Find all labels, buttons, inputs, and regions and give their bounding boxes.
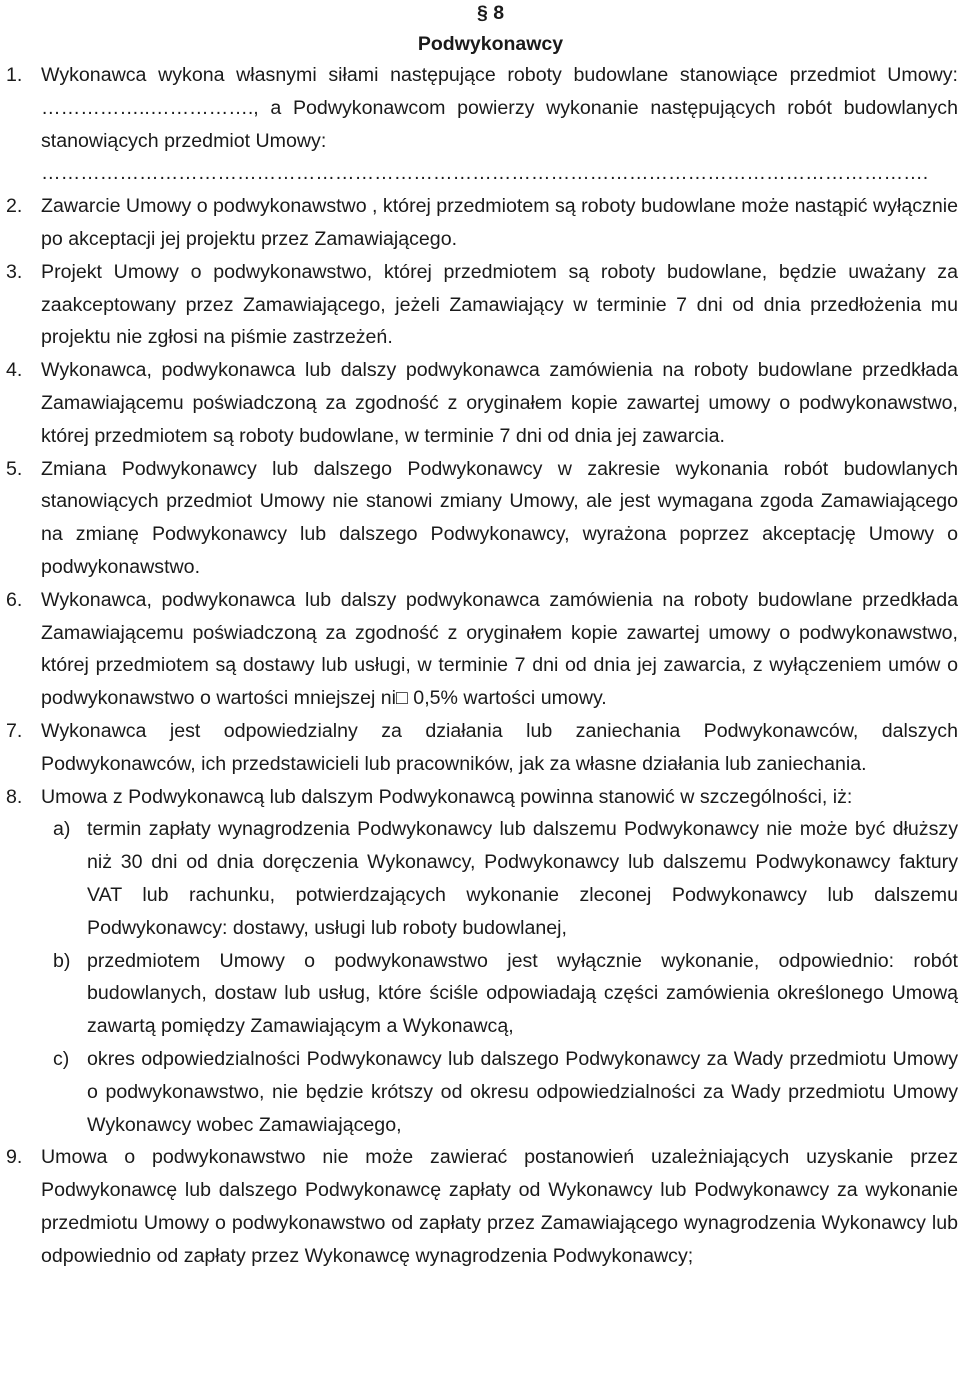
clause-text: Wykonawca wykona własnymi siłami następujące roboty budowlane stanowiące przedmiot Umowy: ……………..……………., a Podwykonawcom powierzy wykonanie następujących robót budowlanych stanowiących przedmiot Umowy: — [41, 64, 958, 152]
clause-number: 2. — [6, 195, 23, 218]
clause-6 — [6, 584, 960, 715]
clause-text: Projekt Umowy o podwykonawstwo, której przedmiotem są roboty budowlane, będzie uważany za zaakceptowany przez Zamawiającego, jeżeli Zamawiający w terminie 7 dni od dnia przedłożenia mu projektu nie zgłosi na piśmie zastrzeżeń. — [41, 260, 958, 349]
clause-number: 3. — [6, 260, 23, 283]
clause-number: 7. — [6, 719, 23, 742]
clause-text: Wykonawca, podwykonawca lub dalszy podwykonawca zamówienia na roboty budowlane przedkłada Zamawiającemu poświadczoną za zgodność z oryginałem kopie zawartej umowy o podwykonawstwo, której przedmiotem są roboty budowlane, w terminie 7 dni od dnia jej zawarcia. — [41, 359, 958, 447]
clause-text: Wykonawca jest odpowiedzialny za działania lub zaniechania Podwykonawców, dalszych Podwykonawców, ich przedstawicieli lub pracowników, jak za własne działania lub zaniechania. — [41, 719, 958, 775]
clause-2 — [6, 190, 960, 256]
clause-number: 4. — [6, 359, 23, 382]
clause-number: 5. — [6, 457, 23, 480]
section-number: § 8 — [476, 2, 505, 24]
clause-number: 9. — [6, 1146, 23, 1169]
subclause-letter: a) — [53, 818, 71, 841]
clause-9 — [6, 1141, 960, 1272]
clause-3 — [6, 256, 960, 354]
clause-1 — [6, 59, 960, 190]
subclause-letter: b) — [53, 949, 71, 972]
clause-text: Umowa z Podwykonawcą lub dalszym Podwykonawcą powinna stanowić w szczególności, iż: — [41, 785, 853, 808]
clause-number: 6. — [6, 588, 23, 611]
clause-4 — [6, 354, 960, 452]
clause-text: Umowa o podwykonawstwo nie może zawierać postanowień uzależniających uzyskanie przez Podwykonawcę lub dalszego Podwykonawcę zapłaty od Wykonawcy lub Podwykonawcy za wykonanie przedmiotu Umowy o podwykonawstwo od zapłaty przez Zamawiającego wynagrodzenia Wykonawcy lub odpowiednio od zapłaty przez Wykonawcę wynagrodzenia Podwykonawcy; — [41, 1146, 958, 1267]
clause-number: 1. — [6, 64, 23, 86]
clause-8 — [6, 781, 960, 1142]
subclause-c — [41, 1043, 958, 1141]
subclause-list — [41, 813, 958, 1141]
clause-7 — [6, 715, 960, 781]
subclause-text: przedmiotem Umowy o podwykonawstwo jest wyłącznie wykonanie, odpowiednio: robót budowlanych, dostaw lub usług, które ściśle odpowiadają części zamówienia określonego Umową zawartą pomiędzy Zamawiającym a Wykonawcą, — [87, 949, 958, 1038]
subclause-text: termin zapłaty wynagrodzenia Podwykonawcy lub dalszemu Podwykonawcy nie może być dłuższy niż 30 dni od dnia doręczenia Wykonawcy, Podwykonawcy lub dalszemu Podwykonawcy faktury VAT lub rachunku, potwierdzających wykonanie zleconej Podwykonawcy lub dalszemu Podwykonawcy: dostawy, usługi lub roboty budowlanej, — [87, 818, 958, 939]
subclause-a — [41, 813, 958, 944]
clause-number: 8. — [6, 785, 23, 808]
clause-list — [6, 59, 960, 1272]
blank-fill-line: ………………………………………………………………………………………………………………………. — [41, 162, 929, 185]
section-title: Podwykonawcy — [417, 33, 564, 55]
clause-5 — [6, 453, 960, 584]
section-heading — [21, 0, 960, 59]
subclause-b — [41, 945, 958, 1043]
subclause-text: okres odpowiedzialności Podwykonawcy lub dalszego Podwykonawcy za Wady przedmiotu Umowy o podwykonawstwo, nie będzie krótszy od okresu odpowiedzialności za Wady przedmiotu Umowy Wykonawcy wobec Zamawiającego, — [87, 1047, 958, 1136]
clause-text: Zawarcie Umowy o podwykonawstwo , której przedmiotem są roboty budowlane może nastąpić wyłącznie po akceptacji jej projektu przez Zamawiającego. — [41, 195, 958, 250]
clause-text: Wykonawca, podwykonawca lub dalszy podwykonawca zamówienia na roboty budowlane przedkłada Zamawiającemu poświadczoną za zgodność z oryginałem kopie zawartej umowy o podwykonawstwo, której przedmiotem są dostawy lub usługi, w terminie 7 dni od dnia jej zawarcia, z wyłączeniem umów o podwykonawstwo o wartości mniejszej ni□ 0,5% wartości umowy. — [41, 588, 958, 710]
subclause-letter: c) — [53, 1047, 70, 1070]
clause-text: Zmiana Podwykonawcy lub dalszego Podwykonawcy w zakresie wykonania robót budowlanych stanowiących przedmiot Umowy nie stanowi zmiany Umowy, ale jest wymagana zgoda Zamawiającego na zmianę Podwykonawcy lub dalszego Podwykonawcy, wyrażona poprzez akceptację Umowy o podwykonawstwo. — [41, 457, 958, 578]
